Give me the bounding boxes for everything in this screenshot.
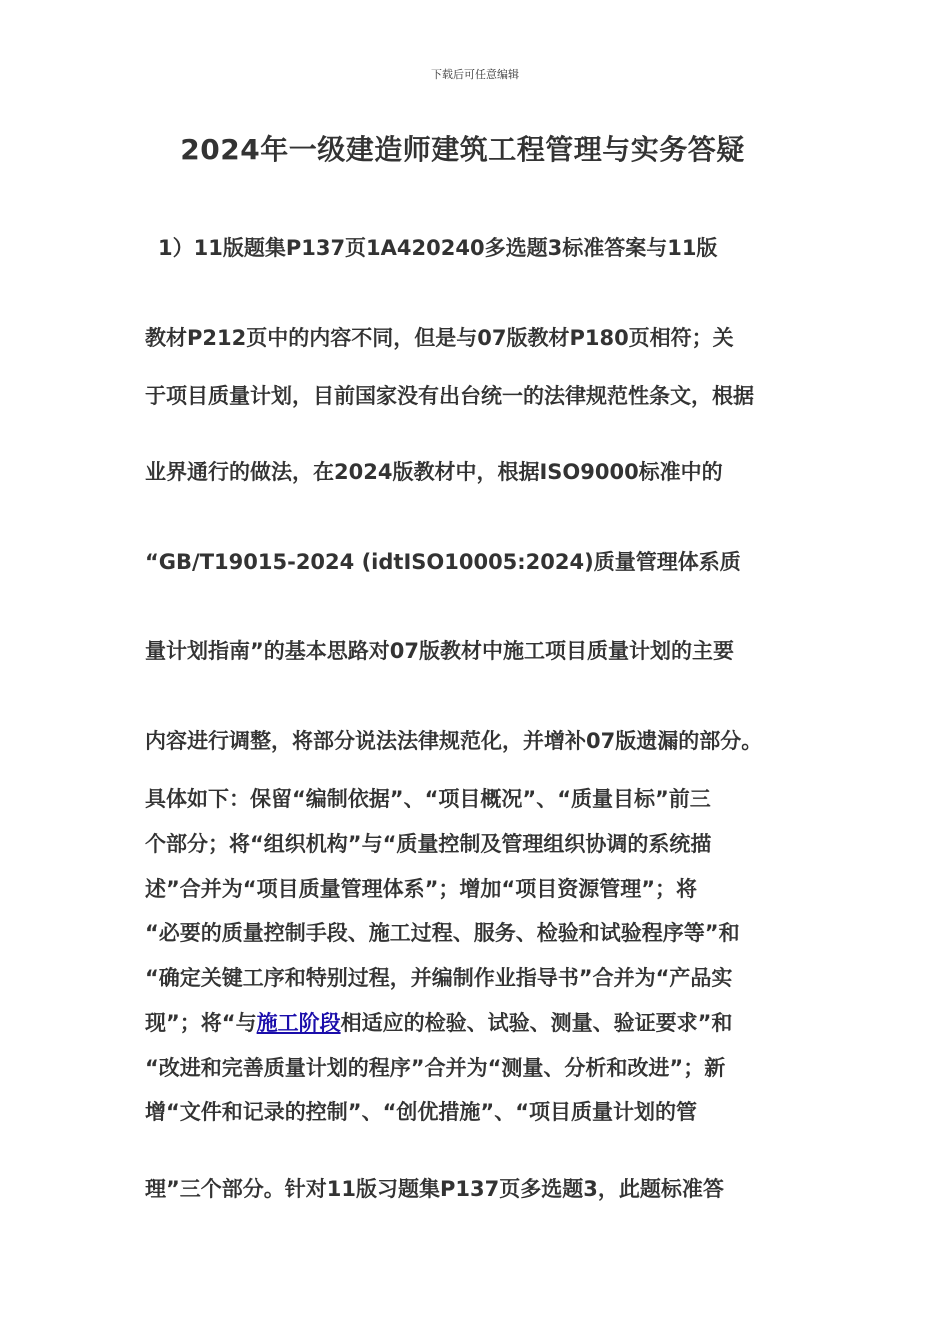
body-line-10: 述”合并为“项目质量管理体系”；增加“项目资源管理”；将 [145,877,698,901]
body-line-1: 1）11版题集P137页1A420240多选题3标准答案与11版 [158,236,718,260]
body-line-4: 业界通行的做法，在2024版教材中，根据ISO9000标准中的 [145,460,723,484]
body-line-13-after: 相适应的检验、试验、测量、验证要求”和 [340,1011,733,1035]
body-line-6: 量计划指南”的基本思路对07版教材中施工项目质量计划的主要 [145,639,735,663]
body-line-2: 教材P212页中的内容不同，但是与07版教材P180页相符；关 [145,326,734,350]
body-line-5: “GB/T19015-2024 (idtISO10005:2024)质量管理体系质 [145,550,741,574]
body-line-14: “改进和完善质量计划的程序”合并为“测量、分析和改进”；新 [145,1056,726,1080]
body-line-9: 个部分；将“组织机构”与“质量控制及管理组织协调的系统描 [145,832,712,856]
construction-phase-link[interactable]: 施工阶段 [256,1011,341,1035]
body-line-3: 于项目质量计划，目前国家没有出台统一的法律规范性条文，根据 [145,384,754,408]
body-line-13-before: 现”；将“与 [145,1011,257,1035]
body-line-12: “确定关键工序和特别过程，并编制作业指导书”合并为“产品实 [145,966,733,990]
body-line-16: 理”三个部分。针对11版习题集P137页多选题3，此题标准答 [145,1177,724,1201]
body-line-11: “必要的质量控制手段、施工过程、服务、检验和试验程序等”和 [145,921,740,945]
header-note: 下载后可任意编辑 [431,68,519,81]
body-line-13 [145,1008,732,1038]
body-line-7: 内容进行调整，将部分说法法律规范化，并增补07版遗漏的部分。 [145,729,763,753]
document-title: 2024年一级建造师建筑工程管理与实务答疑 [180,133,745,166]
body-line-8: 具体如下：保留“编制依据”、“项目概况”、“质量目标”前三 [145,787,711,811]
body-line-15: 增“文件和记录的控制”、“创优措施”、“项目质量计划的管 [145,1100,698,1124]
